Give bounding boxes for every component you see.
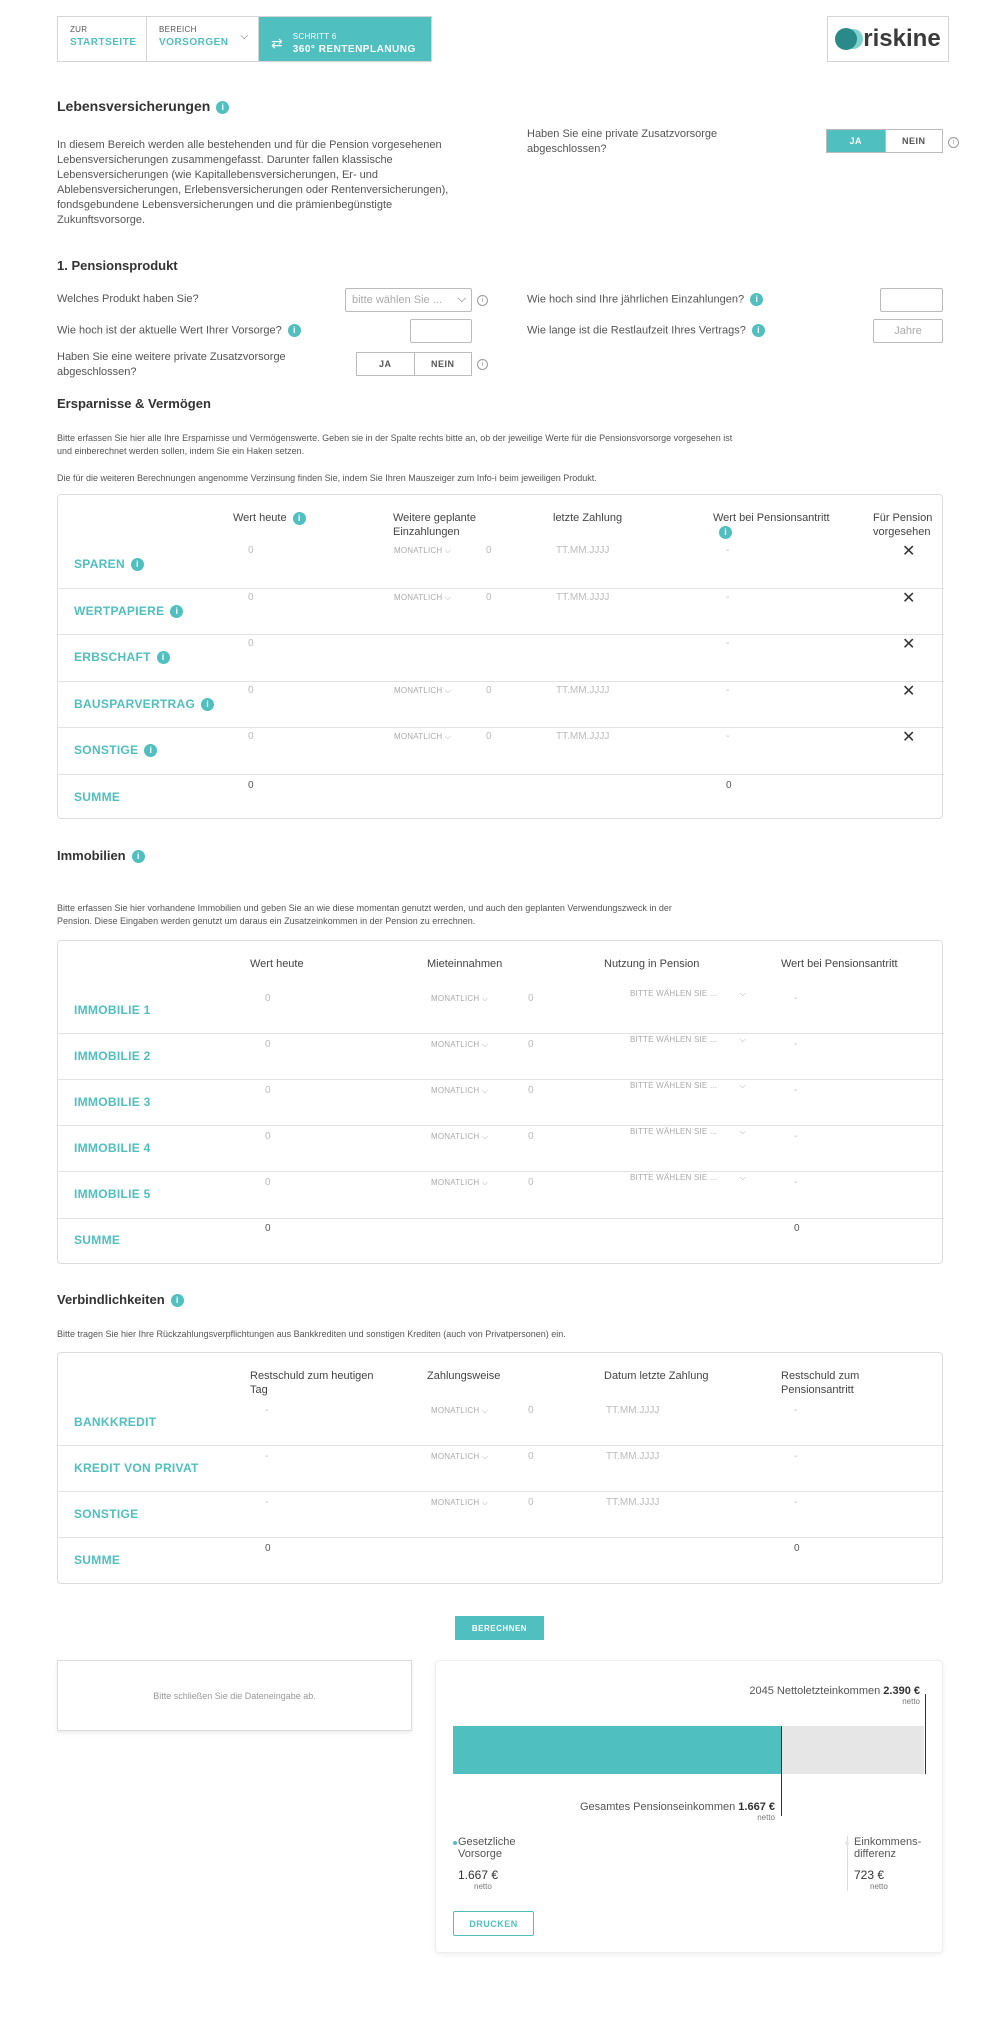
divider [58, 588, 944, 589]
table-row [58, 1173, 944, 1221]
chevron-down-icon: ⌵ [481, 994, 489, 1003]
divider [58, 1445, 944, 1446]
future-value: - [794, 1039, 798, 1050]
frequency-select[interactable]: MONATLICH ⌵ [431, 1086, 489, 1095]
pension-checkbox[interactable]: ✕ [902, 543, 916, 560]
product-select-value: bitte wählen Sie ... [352, 294, 442, 306]
table-row [58, 1405, 944, 1449]
info-icon[interactable]: i [719, 526, 732, 539]
info-icon[interactable]: i [216, 101, 229, 114]
row-label: KREDIT VON PRIVAT [74, 1461, 199, 1475]
nav-area-small: BEREICH [159, 25, 197, 34]
sum-today: 0 [248, 780, 254, 791]
col-header: Restschuld zum heutigen Tag [250, 1370, 374, 1396]
future-value: - [726, 638, 730, 649]
future-value: - [794, 1451, 798, 1462]
yes-button[interactable]: JA [827, 130, 885, 152]
life-toggle [826, 129, 943, 153]
divider [58, 1218, 944, 1219]
value-input[interactable] [410, 319, 472, 343]
rent-input[interactable]: 0 [528, 1085, 534, 1096]
row-label: IMMOBILIE 5 [74, 1187, 151, 1201]
table-row [58, 1081, 944, 1129]
amount-input[interactable]: 0 [528, 1497, 534, 1508]
divider [58, 1491, 944, 1492]
info-icon[interactable]: i [171, 1294, 184, 1307]
row-label: SPAREN i [74, 557, 144, 571]
print-button[interactable]: DRUCKEN [453, 1911, 534, 1936]
chevron-down-icon: ⌵ [481, 1132, 489, 1141]
col-header: Für Pension vorgesehen [873, 512, 933, 538]
frequency-select[interactable]: MONATLICH ⌵ [431, 1040, 489, 1049]
sum-future: 0 [794, 1223, 800, 1234]
usage-select[interactable]: BITTE WÄHLEN SIE ... ⌵ [630, 1173, 746, 1182]
divider [58, 774, 944, 775]
col-header: Weitere geplante Einzahlungen [393, 512, 476, 538]
rent-input[interactable]: 0 [528, 993, 534, 1004]
divider [58, 634, 944, 635]
divider [58, 1537, 944, 1538]
rent-input[interactable]: 0 [528, 1177, 534, 1188]
divider [58, 1033, 944, 1034]
value-today[interactable]: 0 [248, 638, 254, 649]
sum-label: SUMME [74, 790, 121, 804]
table-row [58, 1035, 944, 1083]
payments-question: Wie hoch sind Ihre jährlichen Einzahlungen? i [527, 293, 763, 306]
result-panel [435, 1660, 943, 1953]
transfer-icon: ⇄ [271, 34, 283, 51]
logo-icon [835, 28, 857, 50]
value-today[interactable]: 0 [265, 1085, 271, 1096]
future-value: - [794, 1085, 798, 1096]
nav-home[interactable] [58, 17, 147, 61]
income-bar [453, 1726, 924, 1774]
life-title: Lebensversicherungen i [57, 98, 229, 114]
chevron-down-icon: ⌵ [739, 1081, 746, 1090]
divider [58, 681, 944, 682]
date-input[interactable]: TT.MM.JJJJ [606, 1451, 660, 1462]
pension-checkbox[interactable]: ✕ [902, 590, 916, 607]
savings-card [57, 494, 943, 819]
date-input[interactable]: TT.MM.JJJJ [606, 1497, 660, 1508]
info-icon[interactable]: i [132, 850, 145, 863]
logo-text: riskine [863, 25, 941, 52]
input-notice: Bitte schließen Sie die Dateneingabe ab. [57, 1660, 412, 1731]
value-question: Wie hoch ist der aktuelle Wert Ihrer Vorsorge? i [57, 324, 301, 337]
info-icon[interactable]: i [750, 293, 763, 306]
info-icon[interactable]: i [144, 744, 157, 757]
pension-checkbox[interactable]: ✕ [902, 636, 916, 653]
rent-input[interactable]: 0 [528, 1039, 534, 1050]
chevron-down-icon: ⌵ [739, 1173, 746, 1182]
future-value: - [794, 1497, 798, 1508]
col-header: Wert bei Pensionsantritt [781, 958, 898, 970]
table-row [58, 989, 944, 1037]
row-label: SONSTIGE [74, 1507, 139, 1521]
col-header: Zahlungsweise [427, 1370, 501, 1382]
frequency-select[interactable]: MONATLICH ⌵ [431, 1452, 489, 1461]
another-question: Haben Sie eine weitere private Zusatzvorsorge abgeschlossen? [57, 351, 286, 378]
logo[interactable] [827, 16, 949, 62]
frequency-select[interactable]: MONATLICH ⌵ [394, 593, 452, 602]
frequency-select[interactable]: MONATLICH ⌵ [431, 1178, 489, 1187]
frequency-select[interactable]: MONATLICH ⌵ [394, 732, 452, 741]
sum-label: SUMME [74, 1553, 121, 1567]
future-value: - [726, 685, 730, 696]
pension-marker [781, 1726, 782, 1816]
col-header: letzte Zahlung [553, 512, 623, 524]
value-today[interactable]: 0 [248, 545, 254, 556]
future-value: - [794, 1131, 798, 1142]
divider [58, 727, 944, 728]
info-outline-icon[interactable]: i [477, 359, 488, 370]
future-value: - [794, 1405, 798, 1416]
sum-label: SUMME [74, 1233, 121, 1247]
table-row [58, 731, 944, 777]
usage-select[interactable]: BITTE WÄHLEN SIE ... ⌵ [630, 989, 746, 998]
info-outline-icon[interactable]: i [477, 295, 488, 306]
divider [58, 1171, 944, 1172]
date-input[interactable]: TT.MM.JJJJ [556, 592, 610, 603]
amount-input[interactable]: 0 [486, 545, 492, 556]
col-header: Restschuld zum Pensionsantritt [781, 1370, 860, 1396]
info-icon[interactable]: i [157, 651, 170, 664]
pension-fill-bar [453, 1726, 781, 1774]
col-header: Datum letzte Zahlung [604, 1370, 709, 1382]
row-label: SONSTIGE i [74, 743, 157, 757]
future-value: - [726, 592, 730, 603]
debt-today[interactable]: - [265, 1451, 269, 1462]
liabilities-card [57, 1352, 943, 1584]
liabilities-text: Bitte tragen Sie hier Ihre Rückzahlungsverpflichtungen aus Bankkrediten und sonstigen Krediten (auch von Privatpersonen) ein. [57, 1329, 566, 1339]
table-row [58, 638, 944, 684]
usage-select[interactable]: BITTE WÄHLEN SIE ... ⌵ [630, 1035, 746, 1044]
col-header: Wert heute [250, 958, 304, 970]
usage-select[interactable]: BITTE WÄHLEN SIE ... ⌵ [630, 1081, 746, 1090]
realestate-title: Immobilien i [57, 848, 145, 863]
no-button[interactable]: NEIN [414, 353, 472, 375]
savings-text-2: Die für die weiteren Berechnungen angenomme Verzinsung finden Sie, indem Sie Ihren Mauszeiger zum Info-i beim jeweiligen Produkt. [57, 473, 597, 483]
value-today[interactable]: 0 [248, 685, 254, 696]
value-today[interactable]: 0 [265, 1131, 271, 1142]
date-input[interactable]: TT.MM.JJJJ [606, 1405, 660, 1416]
nav-step-big: 360° RENTENPLANUNG [292, 43, 416, 55]
table-row [58, 1127, 944, 1175]
info-icon[interactable]: i [752, 324, 765, 337]
chevron-down-icon: ⌵ [481, 1452, 489, 1461]
frequency-select[interactable]: MONATLICH ⌵ [431, 1132, 489, 1141]
another-toggle [356, 352, 472, 376]
liabilities-title: Verbindlichkeiten i [57, 1292, 184, 1307]
frequency-select[interactable]: MONATLICH ⌵ [394, 546, 452, 555]
chevron-down-icon: ⌵ [481, 1406, 489, 1415]
info-icon[interactable]: i [288, 324, 301, 337]
debt-today[interactable]: - [265, 1405, 269, 1416]
chevron-down-icon: ⌵ [444, 546, 452, 555]
legend-statutory: Gesetzliche Vorsorge 1.667 € netto [458, 1836, 548, 1891]
top-navigation [57, 16, 432, 62]
sum-future: 0 [794, 1543, 800, 1554]
info-icon[interactable]: i [170, 605, 183, 618]
legend-dot [845, 1841, 849, 1845]
chevron-down-icon: ⌵ [444, 686, 452, 695]
chevron-down-icon: ⌵ [444, 732, 452, 741]
no-button[interactable]: NEIN [885, 130, 943, 152]
chevron-down-icon: ⌵ [444, 593, 452, 602]
nav-home-big: STARTSEITE [70, 37, 137, 48]
chevron-down-icon: ⌵ [240, 31, 248, 42]
row-label: IMMOBILIE 1 [74, 1003, 151, 1017]
future-value: - [726, 545, 730, 556]
future-value: - [794, 1177, 798, 1188]
chevron-down-icon: ⌵ [481, 1498, 489, 1507]
amount-input[interactable]: 0 [486, 592, 492, 603]
chevron-down-icon: ⌵ [739, 1035, 746, 1044]
rent-input[interactable]: 0 [528, 1131, 534, 1142]
value-today[interactable]: 0 [265, 1039, 271, 1050]
legend-dot [453, 1841, 457, 1845]
nav-home-small: ZUR [70, 25, 88, 34]
row-label: WERTPAPIERE i [74, 604, 183, 618]
pension-checkbox[interactable]: ✕ [902, 729, 916, 746]
chevron-down-icon: ⌵ [457, 293, 466, 305]
table-row [58, 545, 944, 591]
sum-today: 0 [265, 1223, 271, 1234]
chevron-down-icon: ⌵ [739, 1127, 746, 1136]
life-question: Haben Sie eine private Zusatzvorsorge abgeschlossen? [527, 128, 718, 155]
chevron-down-icon: ⌵ [481, 1040, 489, 1049]
date-input[interactable]: TT.MM.JJJJ [556, 685, 610, 696]
pension-income: Gesamtes Pensionseinkommen 1.667 € netto [579, 1801, 775, 1822]
debt-today[interactable]: - [265, 1497, 269, 1508]
date-input[interactable]: TT.MM.JJJJ [556, 731, 610, 742]
amount-input[interactable]: 0 [486, 685, 492, 696]
legend-difference: Einkommens-differenz 723 € netto [847, 1836, 937, 1891]
table-row [58, 592, 944, 638]
product-select[interactable] [345, 288, 472, 312]
frequency-select[interactable]: MONATLICH ⌵ [394, 686, 452, 695]
nav-step-small: SCHRITT 6 [292, 31, 337, 41]
value-today[interactable]: 0 [265, 993, 271, 1004]
chevron-down-icon: ⌵ [481, 1086, 489, 1095]
sum-future: 0 [726, 780, 732, 791]
info-icon[interactable]: i [293, 512, 306, 525]
yes-button[interactable]: JA [378, 359, 392, 369]
info-icon[interactable]: i [201, 698, 214, 711]
amount-input[interactable]: 0 [486, 731, 492, 742]
date-input[interactable]: TT.MM.JJJJ [556, 545, 610, 556]
nav-step[interactable] [259, 17, 431, 61]
chevron-down-icon: ⌵ [481, 1178, 489, 1187]
chevron-down-icon: ⌵ [739, 989, 746, 998]
col-header: Nutzung in Pension [604, 958, 700, 970]
life-text: In diesem Bereich werden alle bestehenden und für die Pension vorgesehenen Lebensversicherungen zusammengefasst. Darunter fallen klassische Lebensversicherungen (wie Kapitallebensversicherungen, Er- und Ablebensversicherungen, Erlebensversicherungen oder Rentenversicherungen), fondsgebundene Lebensversicherungen und die prämienbegünstigte Zukunftsvorsorge. [57, 139, 449, 226]
last-income: 2045 Nettoletzteinkommen 2.390 € netto [749, 1685, 920, 1706]
divider [58, 1125, 944, 1126]
row-label: IMMOBILIE 3 [74, 1095, 151, 1109]
future-value: - [794, 993, 798, 1004]
usage-select[interactable]: BITTE WÄHLEN SIE ... ⌵ [630, 1127, 746, 1136]
value-today[interactable]: 0 [265, 1177, 271, 1188]
info-outline-icon[interactable]: i [948, 137, 959, 148]
frequency-select[interactable]: MONATLICH ⌵ [431, 994, 489, 1003]
pension-checkbox[interactable]: ✕ [902, 683, 916, 700]
table-row [58, 1451, 944, 1495]
product-question: Welches Produkt haben Sie? [57, 293, 199, 305]
row-label: IMMOBILIE 4 [74, 1141, 151, 1155]
row-label: BAUSPARVERTRAG i [74, 697, 214, 711]
frequency-select[interactable]: MONATLICH ⌵ [431, 1498, 489, 1507]
amount-input[interactable]: 0 [528, 1405, 534, 1416]
term-question: Wie lange ist die Restlaufzeit Ihres Vertrags? i [527, 324, 765, 337]
future-value: - [726, 731, 730, 742]
realestate-card [57, 940, 943, 1264]
row-label: ERBSCHAFT i [74, 650, 170, 664]
frequency-select[interactable]: MONATLICH ⌵ [431, 1406, 489, 1415]
calculate-button[interactable]: BERECHNEN [455, 1616, 544, 1640]
realestate-text: Bitte erfassen Sie hier vorhandene Immobilien und geben Sie an wie diese momentan genutzt werden, und auch den geplanten Verwendungszweck in der Pension. Diese Eingaben werden genutzt um daraus ein Zusatzeinkommen in der Pension zu errechnen. [57, 903, 672, 926]
row-label: IMMOBILIE 2 [74, 1049, 151, 1063]
divider [58, 1079, 944, 1080]
value-today[interactable]: 0 [248, 592, 254, 603]
value-today[interactable]: 0 [248, 731, 254, 742]
table-row [58, 685, 944, 731]
col-header: Wert bei Pensionsantritti [713, 512, 830, 537]
last-income-marker [925, 1694, 926, 1774]
product-title: 1. Pensionsprodukt [57, 258, 178, 273]
info-icon[interactable]: i [131, 558, 144, 571]
payments-input[interactable] [880, 288, 943, 312]
savings-title: Ersparnisse & Vermögen [57, 396, 211, 411]
table-row [58, 1497, 944, 1541]
amount-input[interactable]: 0 [528, 1451, 534, 1462]
nav-area-big: VORSORGEN [159, 37, 229, 48]
savings-text-1: Bitte erfassen Sie hier alle Ihre Ersparnisse und Vermögenswerte. Geben sie in der Spalte rechts bitte an, ob der jeweilige Werte für die Pensionsvorsorge vorgesehen ist und einberechnet werden sollen, indem Sie ein Haken setzen. [57, 433, 733, 456]
col-header: Wert heute i [233, 511, 306, 525]
col-header: Mieteinnahmen [427, 958, 503, 970]
nav-area[interactable] [147, 17, 259, 61]
sum-today: 0 [265, 1543, 271, 1554]
row-label: BANKKREDIT [74, 1415, 157, 1429]
term-input[interactable]: Jahre [873, 319, 943, 343]
